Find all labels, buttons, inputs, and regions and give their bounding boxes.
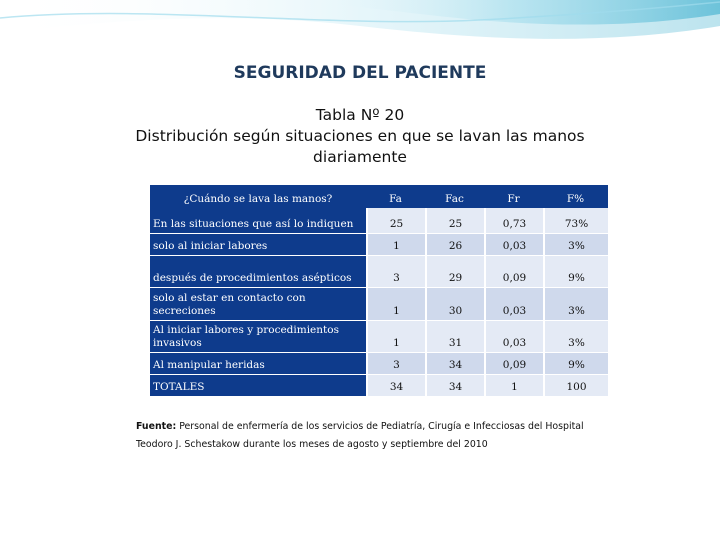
cell-fac: 34 (425, 353, 484, 375)
column-header-fac: Fac (425, 185, 484, 208)
cell-fpercent: 3% (543, 288, 608, 321)
column-header-question: ¿Cuándo se lava las manos? (150, 185, 366, 208)
cell-fpercent: 100 (543, 375, 608, 397)
cell-fa: 34 (366, 375, 425, 397)
source-note (136, 418, 616, 454)
table-row-totals (150, 375, 608, 397)
cell-fpercent: 3% (543, 234, 608, 256)
cell-fac: 31 (425, 321, 484, 353)
row-label: Al iniciar labores y procedimientos invasivos (150, 321, 366, 353)
cell-fr: 0,09 (484, 256, 543, 288)
cell-fac: 34 (425, 375, 484, 397)
cell-fa: 1 (366, 321, 425, 353)
source-text: Personal de enfermería de los servicios de Pediatría, Cirugía e Infecciosas del Hospital Teodoro J. Schestakow durante los meses de agosto y septiembre del 2010 (136, 421, 584, 450)
cell-fac: 25 (425, 208, 484, 234)
cell-fr: 0,03 (484, 321, 543, 353)
table-header-row (150, 185, 608, 208)
table-caption (100, 105, 620, 168)
row-label: Al manipular heridas (150, 353, 366, 375)
cell-fr: 0,03 (484, 288, 543, 321)
row-label: TOTALES (150, 375, 366, 397)
cell-fr: 0,03 (484, 234, 543, 256)
table-row (150, 321, 608, 353)
column-header-fa: Fa (366, 185, 425, 208)
table-row (150, 256, 608, 288)
cell-fac: 30 (425, 288, 484, 321)
column-header-fpercent: F% (543, 185, 608, 208)
cell-fpercent: 9% (543, 353, 608, 375)
table-row (150, 208, 608, 234)
cell-fac: 26 (425, 234, 484, 256)
cell-fac: 29 (425, 256, 484, 288)
table-title: Tabla Nº 20 (315, 106, 405, 124)
cell-fa: 3 (366, 256, 425, 288)
cell-fr: 0,73 (484, 208, 543, 234)
cell-fpercent: 9% (543, 256, 608, 288)
table-row (150, 353, 608, 375)
cell-fr: 1 (484, 375, 543, 397)
row-label: solo al estar en contacto con secreciones (150, 288, 366, 321)
cell-fpercent: 3% (543, 321, 608, 353)
cell-fpercent: 73% (543, 208, 608, 234)
cell-fa: 1 (366, 234, 425, 256)
cell-fa: 1 (366, 288, 425, 321)
row-label: solo al iniciar labores (150, 234, 366, 256)
decorative-wave (0, 0, 720, 60)
cell-fa: 3 (366, 353, 425, 375)
cell-fr: 0,09 (484, 353, 543, 375)
column-header-fr: Fr (484, 185, 543, 208)
row-label: después de procedimientos asépticos (150, 256, 366, 288)
source-prefix: Fuente: (136, 421, 177, 432)
cell-fa: 25 (366, 208, 425, 234)
page-heading: SEGURIDAD DEL PACIENTE (233, 63, 487, 83)
row-label: En las situaciones que así lo indiquen (150, 208, 366, 234)
table-row (150, 234, 608, 256)
table-subtitle: Distribución según situaciones en que se lavan las manos diariamente (135, 127, 585, 166)
table-row (150, 288, 608, 321)
data-table (150, 185, 608, 397)
